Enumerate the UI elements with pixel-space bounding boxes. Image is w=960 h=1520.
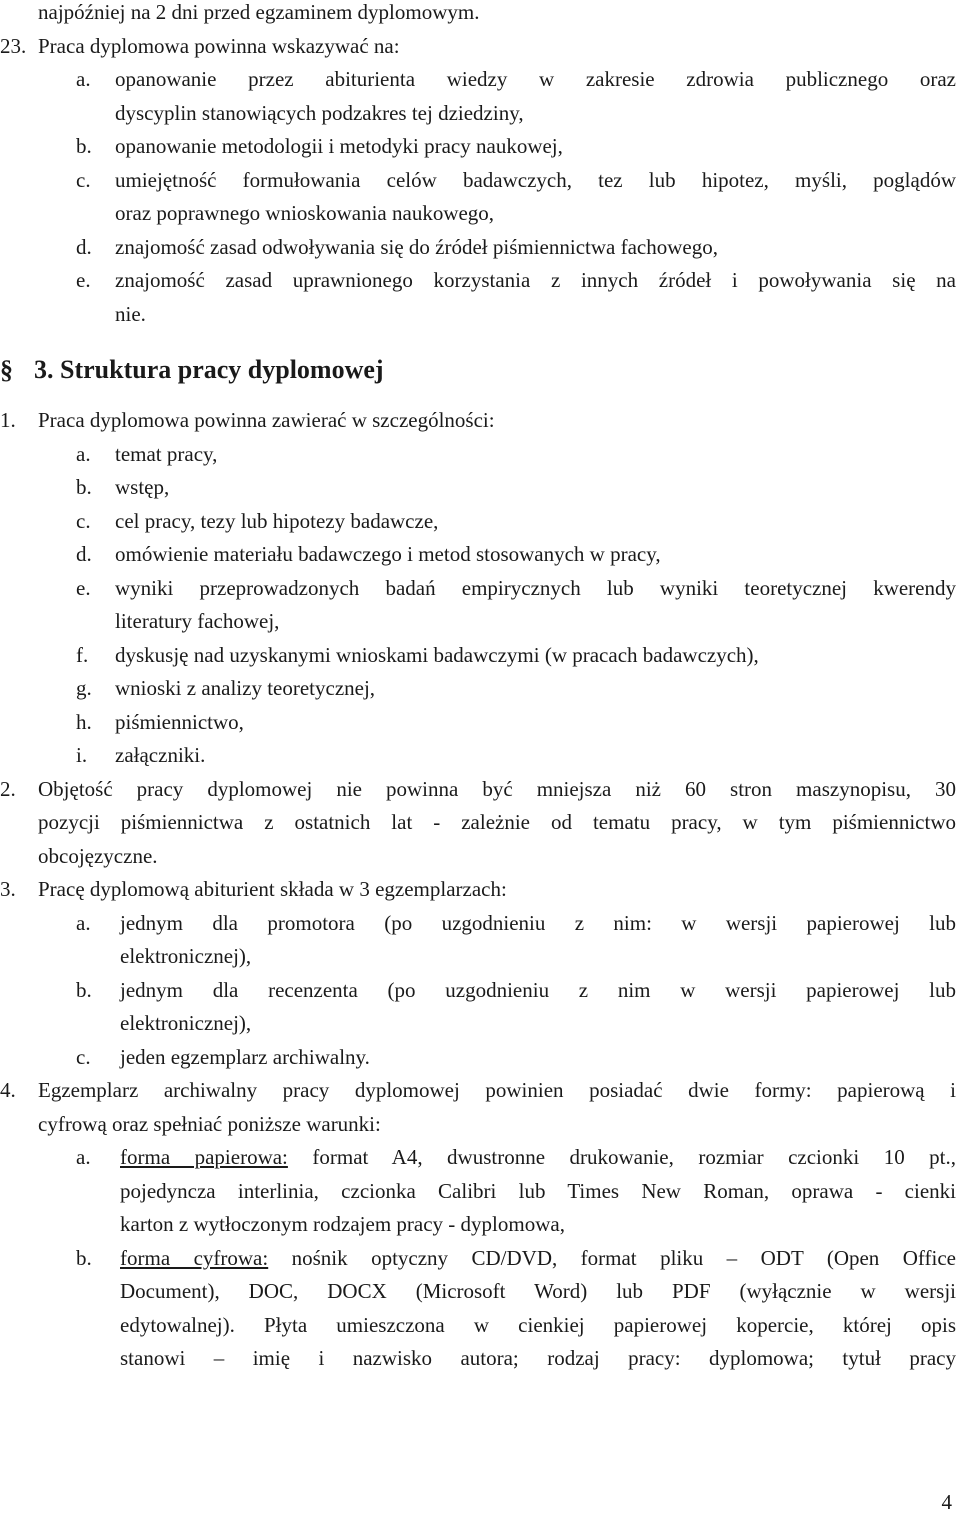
list-item-line: wnioski z analizy teoretycznej,: [115, 676, 376, 700]
list-item-4a: [38, 1141, 956, 1242]
list-marker: a.: [76, 441, 91, 466]
section-symbol: §: [0, 355, 13, 384]
list-item-23c: [38, 164, 956, 231]
list-marker: g.: [76, 676, 92, 700]
list-item-line: elektronicznej),: [120, 1011, 252, 1035]
point-2: [0, 773, 956, 874]
section-heading: [0, 353, 956, 386]
list-item-line: edytowalnej). Płyta umieszczona w cienkiej papierowej kopercie, której opis: [120, 1312, 956, 1337]
list-marker: a.: [76, 1145, 91, 1169]
point-3-text: Pracę dyplomową abiturient składa w 3 egzemplarzach:: [38, 877, 507, 901]
list-item-line: temat pracy,: [115, 441, 218, 466]
list-item-23e: [38, 264, 956, 331]
point-4: [0, 1074, 956, 1141]
point-23-text: Praca dyplomowa powinna wskazywać na:: [38, 33, 400, 58]
point-3: [0, 873, 956, 907]
list-item-1e: [38, 572, 956, 639]
list-marker: c.: [76, 1044, 91, 1069]
point-1-marker: 1.: [0, 408, 16, 432]
point-4-marker: 4.: [0, 1078, 16, 1102]
point-3-marker: 3.: [0, 877, 16, 901]
list-item-1i: [38, 739, 956, 773]
list-item-line: [120, 1141, 956, 1175]
list-item-line: umiejętność formułowania celów badawczych, tez lub hipotez, myśli, poglądów: [115, 167, 956, 192]
list-item-1b: [38, 471, 956, 505]
list-item-line: stanowi – imię i nazwisko autora; rodzaj pracy: dyplomowa; tytuł pracy: [120, 1346, 956, 1370]
list-item-1g: [38, 672, 956, 706]
list-item-line: piśmiennictwo,: [115, 709, 244, 734]
list-item-23a: [38, 63, 956, 130]
paper-form-label: forma papierowa:: [120, 1145, 288, 1169]
list-item-3a: [38, 907, 956, 974]
list-item-line: pojedyncza interlinia, czcionka Calibri lub Times New Roman, oprawa - cienki: [120, 1178, 956, 1203]
list-item-line: [120, 1242, 956, 1276]
list-item-1d: [38, 538, 956, 572]
list-item-line: dyscyplin stanowiących podzakres tej dziedziny,: [115, 100, 524, 125]
list-item-1c: [38, 505, 956, 539]
list-item-line: oraz poprawnego wnioskowania naukowego,: [115, 201, 495, 225]
point-23: [0, 30, 956, 64]
list-marker: d.: [76, 234, 92, 259]
list-item-line: znajomość zasad uprawnionego korzystania z innych źródeł i powoływania się na: [115, 268, 956, 292]
list-item-line: dyskusję nad uzyskanymi wnioskami badawczymi (w pracach badawczych),: [115, 642, 759, 667]
list-item-line: elektronicznej),: [120, 944, 252, 968]
list-marker: a.: [76, 67, 91, 91]
point-23-marker: 23.: [0, 33, 27, 58]
list-marker: c.: [76, 508, 91, 533]
list-marker: e.: [76, 575, 91, 600]
list-marker: b.: [76, 977, 92, 1002]
list-marker: f.: [76, 642, 89, 667]
list-marker: b.: [76, 1245, 92, 1270]
list-marker: c.: [76, 167, 91, 192]
point-4-line: cyfrową oraz spełniać poniższe warunki:: [38, 1111, 381, 1136]
list-item-line: Document), DOC, DOCX (Microsoft Word) lub PDF (wyłącznie w wersji: [120, 1279, 956, 1303]
list-item-3b: [38, 974, 956, 1041]
list-item-text: nośnik optyczny CD/DVD, format pliku – ODT (Open Office: [268, 1245, 956, 1270]
list-item-3c: [38, 1041, 956, 1075]
point-2-line: obcojęzyczne.: [38, 843, 158, 868]
list-marker: h.: [76, 709, 92, 734]
list-marker: b.: [76, 134, 92, 158]
list-item-line: cel pracy, tezy lub hipotezy badawcze,: [115, 508, 439, 533]
point-2-line: Objętość pracy dyplomowej nie powinna być mniejsza niż 60 stron maszynopisu, 30: [38, 776, 956, 801]
point-2-line: pozycji piśmiennictwa z ostatnich lat - zależnie od tematu pracy, w tym piśmiennictwo: [38, 810, 956, 834]
list-marker: i.: [76, 743, 88, 767]
list-item-1f: [38, 639, 956, 673]
list-item-line: jednym dla promotora (po uzgodnieniu z nim: w wersji papierowej lub: [120, 910, 956, 935]
list-item-line: literatury fachowej,: [115, 609, 280, 633]
list-item-line: karton z wytłoczonym rodzajem pracy - dyplomowa,: [120, 1212, 565, 1236]
point-2-marker: 2.: [0, 776, 16, 801]
list-item-1a: [38, 438, 956, 472]
list-item-line: znajomość zasad odwoływania się do źródeł piśmiennictwa fachowego,: [115, 234, 718, 259]
list-item-1h: [38, 706, 956, 740]
list-marker: e.: [76, 268, 91, 292]
list-item-line: nie.: [115, 301, 146, 326]
point-1-text: Praca dyplomowa powinna zawierać w szczególności:: [38, 408, 495, 432]
digital-form-label: forma cyfrowa:: [120, 1245, 269, 1270]
list-item-23b: [38, 130, 956, 164]
list-item-text: format A4, dwustronne drukowanie, rozmiar czcionki 10 pt.,: [287, 1145, 956, 1169]
list-marker: d.: [76, 542, 92, 566]
section-title: 3. Struktura pracy dyplomowej: [34, 355, 384, 384]
list-marker: b.: [76, 475, 92, 499]
list-item-line: omówienie materiału badawczego i metod stosowanych w pracy,: [115, 542, 661, 566]
list-item-line: jeden egzemplarz archiwalny.: [120, 1044, 370, 1069]
list-item-line: jednym dla recenzenta (po uzgodnieniu z nim w wersji papierowej lub: [120, 977, 956, 1002]
top-line: najpóźniej na 2 dni przed egzaminem dyplomowym.: [38, 0, 480, 24]
list-item-line: opanowanie metodologii i metodyki pracy naukowej,: [115, 134, 563, 158]
list-item-line: wstęp,: [115, 475, 170, 499]
list-item-line: opanowanie przez abiturienta wiedzy w zakresie zdrowia publicznego oraz: [115, 67, 956, 91]
list-item-23d: [38, 231, 956, 265]
list-marker: a.: [76, 910, 91, 935]
list-item-4b: [38, 1242, 956, 1376]
list-item-line: wyniki przeprowadzonych badań empirycznych lub wyniki teoretycznej kwerendy: [115, 575, 956, 600]
point-1: [0, 404, 956, 438]
page-number: 4: [941, 1490, 952, 1514]
list-item-line: załączniki.: [115, 743, 206, 767]
point-4-line: Egzemplarz archiwalny pracy dyplomowej powinien posiadać dwie formy: papierową i: [38, 1078, 956, 1102]
